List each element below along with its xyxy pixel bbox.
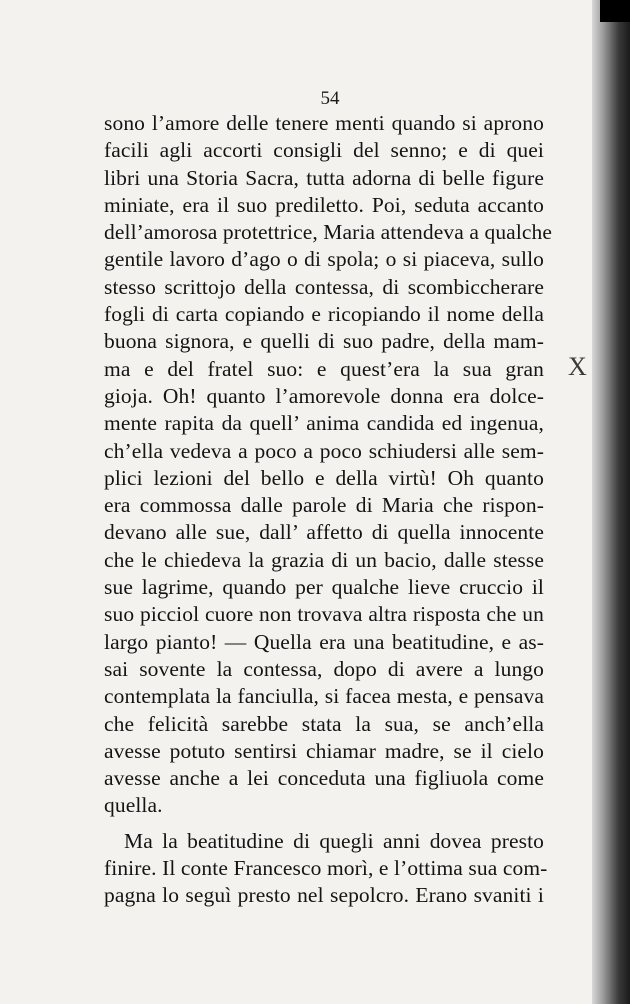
- text-line: suo picciol cuore non trovava altra risposta che un: [104, 602, 544, 627]
- page-number: 54: [320, 88, 340, 109]
- text-line: sai sovente la contessa, dopo di avere a lungo: [104, 656, 544, 681]
- text-line: che felicità sarebbe stata la sua, se anch’ella: [104, 711, 544, 736]
- text-line: fogli di carta copiando e ricopiando il nome della: [104, 302, 544, 327]
- text-line: contemplata la fanciulla, si facea mesta, e pensava: [104, 684, 544, 709]
- text-line: sono l’amore delle tenere menti quando si aprono: [104, 111, 544, 135]
- paragraph-gap: [104, 820, 544, 828]
- text-line: libri una Storia Sacra, tutta adorna di belle figure: [104, 165, 544, 190]
- text-line: avesse potuto sentirsi chiamar madre, se il cielo: [104, 738, 544, 763]
- text-line: stesso scrittojo della contessa, di scombiccherare: [104, 274, 544, 299]
- text-line: miniate, era il suo prediletto. Poi, seduta accanto: [104, 192, 544, 217]
- text-line: plici lezioni del bello e della virtù! Oh quanto: [104, 465, 544, 490]
- text-line: largo pianto! — Quella era una beatitudine, e as-: [104, 629, 544, 654]
- text-line: pagna lo seguì presto nel sepolcro. Erano svaniti i: [104, 883, 544, 908]
- text-body: [104, 110, 553, 910]
- text-line: buona signora, e quelli di suo padre, della mam-: [104, 329, 544, 354]
- text-line: avesse anche a lei conceduta una figliuola come: [104, 766, 544, 791]
- text-line: finire. Il conte Francesco morì, e l’ottima sua com-: [104, 856, 548, 881]
- text-line: facili agli accorti consigli del senno; e di quei: [104, 138, 544, 163]
- text-line: ch’ella vedeva a poco a poco schiudersi alle sem-: [104, 438, 544, 463]
- text-line: che le chiedeva la grazia di un bacio, dalle stesse: [104, 547, 544, 572]
- text-line: ma e del fratel suo: e quest’era la sua gran: [104, 356, 544, 381]
- text-line: mente rapita da quell’ anima candida ed ingenua,: [104, 411, 544, 436]
- text-line: Ma la beatitudine di quegli anni dovea presto: [124, 828, 544, 853]
- text-line: era commossa dalle parole di Maria che rispon-: [104, 493, 544, 518]
- page-edge-shadow: [592, 0, 630, 1004]
- margin-mark: X: [568, 352, 587, 381]
- text-line: gioja. Oh! quanto l’amorevole donna era dolce-: [104, 383, 544, 408]
- text-line: quella.: [104, 793, 163, 818]
- text-line: sue lagrime, quando per qualche lieve cruccio il: [104, 575, 544, 600]
- text-line: gentile lavoro d’ago o di spola; o si piaceva, sullo: [104, 247, 544, 272]
- text-line: dell’amorosa protettrice, Maria attendeva a qualche: [104, 220, 553, 245]
- page-corner-dark: [600, 0, 630, 22]
- text-line: devano alle sue, dall’ affetto di quella innocente: [104, 520, 544, 545]
